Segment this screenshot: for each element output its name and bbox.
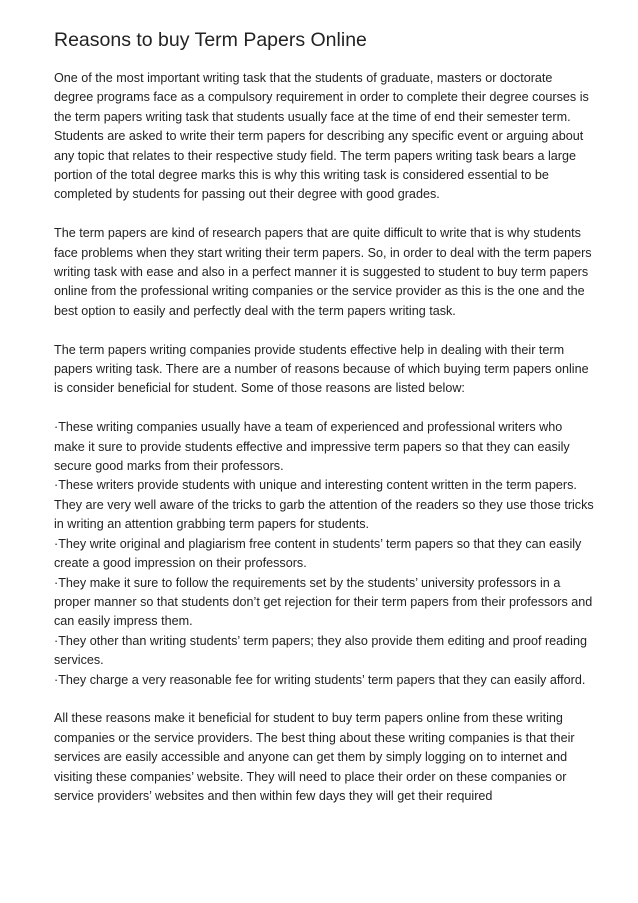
paragraph-closing: All these reasons make it beneficial for student to buy term papers online from these writing companies or the service providers. The best thing about these writing companies is that their services are easily accessible and anyone can get them by simply logging on to internet and visiting these companies’ website. They will need to place their order on these companies or service providers’ websites and then within few days they will get their required [54, 711, 575, 803]
bullet-marker: · [54, 633, 59, 648]
list-item [54, 535, 594, 574]
paragraph-difficulty: The term papers are kind of research papers that are quite difficult to write that is why students face problems when they start writing their term papers. So, in order to deal with the term papers writing task with ease and also in a perfect manner it is suggested to student to buy term papers online from the professional writing companies or the service provider as this is the one and the best option to easily and perfectly deal with the term papers writing task. [54, 226, 592, 318]
list-item [54, 418, 594, 476]
list-item-text: They charge a very reasonable fee for writing students’ term papers that they can easily afford. [58, 672, 586, 687]
bullet-marker: · [54, 478, 59, 493]
paragraph-reasons-intro: The term papers writing companies provide students effective help in dealing with their term papers writing task. There are a number of reasons because of which buying term papers online is consider beneficial for student. Some of those reasons are listed below: [54, 342, 589, 396]
list-item [54, 574, 594, 632]
bullet-marker: · [54, 420, 59, 435]
list-item-text: They make it sure to follow the requirements set by the students’ university professors in a proper manner so that students don’t get rejection for their term papers from their professors and can easily impress them. [54, 575, 593, 629]
list-item [54, 476, 594, 534]
list-item [54, 632, 594, 671]
reasons-list [54, 418, 594, 690]
list-item [54, 671, 594, 690]
paragraph-intro: One of the most important writing task that the students of graduate, masters or doctorate degree programs face as a compulsory requirement in order to complete their degree courses is the term papers writing task that students usually face at the time of end their semester term. Students are asked to write their term papers for describing any specific event or arguing about any topic that relates to their respective study field. The term papers writing task bears a large portion of the total degree marks this is why this writing task is considered essential to be completed by students for passing out their degree with good grades. [54, 71, 589, 202]
list-item-text: These writers provide students with unique and interesting content written in the term papers. They are very well aware of the tricks to garb the attention of the readers so they use those tricks in writing an attention grabbing term papers for students. [54, 478, 594, 532]
list-item-text: They other than writing students’ term papers; they also provide them editing and proof reading services. [54, 633, 587, 668]
document-page [54, 28, 594, 826]
list-item-text: They write original and plagiarism free content in students’ term papers so that they can easily create a good impression on their professors. [54, 536, 582, 571]
document-title: Reasons to buy Term Papers Online [54, 29, 367, 51]
bullet-marker: · [54, 575, 59, 590]
bullet-marker: · [54, 536, 59, 551]
list-item-text: These writing companies usually have a team of experienced and professional writers who make it sure to provide students effective and impressive term papers so that they can easily secure good marks from their professors. [54, 420, 570, 474]
bullet-marker: · [54, 672, 59, 687]
